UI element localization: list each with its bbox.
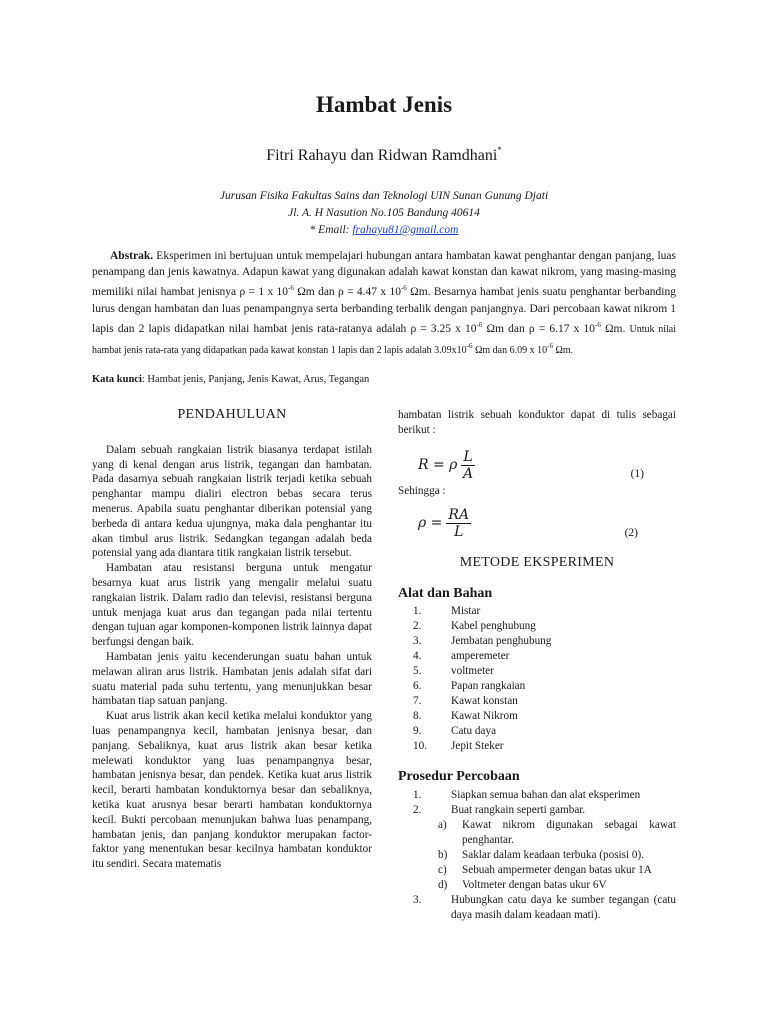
list-item — [413, 694, 676, 709]
section-heading-metode: METODE EKSPERIMEN — [459, 555, 615, 571]
list-item — [438, 878, 676, 893]
authors — [0, 145, 768, 165]
item-text: Buat rangkain seperti gambar. — [451, 803, 586, 816]
equation-number-1: (1) — [630, 467, 644, 480]
item-number: 5. — [413, 664, 422, 677]
fraction — [461, 449, 474, 482]
exponent: -6 — [466, 342, 473, 351]
item-text: Kawat Nikrom — [451, 709, 518, 722]
exponent: -6 — [288, 284, 294, 293]
equation-2-expression — [418, 507, 471, 540]
exponent: -6 — [476, 320, 483, 329]
abstract-text: Eksperimen ini bertujuan untuk mempelajari hubungan antara hambatan kawat penghantar dengan panjang, luas penampang dan jenis kawatnya. Adapun kawat yang digunakan adalah kawat konstan dan kawat nikrom, yang masing-masing memiliki nilai hambat jenisnya ρ = 1 x 10 — [92, 250, 676, 299]
equation-2 — [418, 500, 676, 540]
keywords-text: : Hambat jenis, Panjang, Jenis Kawat, Arus, Tegangan — [141, 374, 370, 385]
paragraph: Kuat arus listrik akan kecil ketika melalui konduktor yang luas penampangnya kecil, hambatan jenisnya besar, dan panjang. Sebaliknya, kuat arus listrik akan besar ketika melewati konduktor yang luas penampangnya besar, hambatan jenisnya besar, dan pendek. Ketika kuat arus listrik kecil, berarti hambatan konduktornya besar dan sebaliknya, ketika kuat arusnya besar berarti hambatan konduktornya kecil. Bukti percobaan menunjukan bahwa luas penampang, hambatan jenis, dan panjang konduktor merupakan factor-faktor yang menentukan besar kecilnya hambatan konduktor itu sendiri. Secara matematis — [92, 710, 372, 871]
list-item — [413, 724, 676, 739]
item-number: 2. — [413, 619, 422, 632]
abstract-text: Ωm dan 6.09 x 10 — [472, 345, 548, 357]
item-number: a) — [438, 818, 447, 831]
equation-number-2: (2) — [624, 526, 638, 539]
keywords-label: Kata kunci — [92, 374, 142, 385]
paragraph: Hambatan atau resistansi berguna untuk mengatur besarnya kuat arus listrik yang mengalir melalui suatu rangkaian listrik. Dalam radio dan televisi, resistansi berguna untuk menjaga kuat arus dan tegangan pada nilai tertentu dengan tujuan agar komponen-komponen listrik lainnya dapat berfungsi dengan baik. — [92, 562, 372, 649]
item-number: 9. — [413, 724, 422, 737]
item-number: d) — [438, 878, 448, 891]
prosedur-sublist — [398, 818, 676, 893]
abstract-text: Ωm. Besarnya hambat jenis suatu penghantar berbanding lurus dengan hambatan dan luas penampangnya serta berbanding terbalik dengan panjangnya. Dari percobaan kawat nikrom 1 lapis dan 2 lapis didapatkan nilai hambat jenis rata-ratanya adalah ρ = 3.25 x 10 — [92, 286, 676, 335]
item-number: 8. — [413, 709, 422, 722]
formula-intro: hambatan listrik sebuah konduktor dapat di tulis sebagai berikut : — [398, 409, 676, 436]
affiliation-line1: Jurusan Fisika Fakultas Sains dan Teknologi UIN Sunan Gunung Djati — [219, 190, 549, 202]
item-text: Papan rangkaian — [451, 679, 526, 692]
subsection-prosedur: Prosedur Percobaan — [398, 768, 520, 784]
abstract-text: Ωm. — [600, 322, 630, 335]
item-text: Kawat nikrom digunakan sebagai kawat penghantar. — [462, 818, 676, 846]
item-number: 2. — [413, 803, 422, 816]
list-item — [438, 863, 676, 878]
exponent: -6 — [595, 320, 601, 329]
numerator: RA — [448, 507, 470, 524]
item-text: Siapkan semua bahan dan alat eksperimen — [451, 788, 641, 801]
exponent: -6 — [400, 284, 407, 293]
item-text: amperemeter — [451, 649, 510, 662]
equation-lhs: ρ = — [418, 515, 443, 532]
section-heading-pendahuluan: PENDAHULUAN — [177, 407, 287, 422]
item-number: b) — [438, 848, 448, 861]
list-item — [413, 788, 676, 803]
left-column — [92, 408, 372, 872]
list-item — [413, 664, 676, 679]
item-number: 10. — [413, 739, 427, 752]
abstract-text: Ωm dan ρ = 4.47 x 10 — [293, 286, 401, 299]
paragraph: Dalam sebuah rangkaian listrik biasanya terdapat istilah yang di kenal dengan arus listrik, tegangan dan hambatan. Pada dasarnya sebuah rangkaian listrik terjadi ketika sebuah penghantar mampu dialiri electron bebas secara terus menerus. Apabila suatu penghantar diberikan potensial yang berbeda di antara kedua ujungnya, maka dala penghantar itu akan timbul arus listrik. Sedangkan tegangan adalah beda potensial yang ada diantara titik rangkaian listrik tersebut. — [92, 443, 372, 560]
abstract-text: Untuk nilai hambat jenis rata-rata yang didapatkan pada kawat konstan 1 lapis dan 2 lapis adalah 3.09x10 — [92, 323, 676, 357]
paragraph: Hambatan jenis yaitu kecenderungan suatu bahan untuk melawan aliran arus listrik. Hambatan jenis adalah sifat dari suatu material pada suhu tertentu, yang menunjukkan besar hambatan tiap satuan panjang. — [92, 650, 372, 708]
subsection-alat-bahan: Alat dan Bahan — [398, 586, 493, 602]
item-text: Jepit Steker — [451, 739, 504, 752]
list-item — [413, 709, 676, 724]
item-number: 3. — [413, 634, 422, 647]
list-item — [413, 604, 676, 619]
denominator: L — [454, 524, 464, 541]
affiliation-line2: Jl. A. H Nasution No.105 Bandung 40614 — [288, 207, 480, 219]
equation-lhs: R = ρ — [418, 456, 458, 473]
item-text: voltmeter — [451, 664, 494, 677]
item-text: Kabel penghubung — [451, 619, 536, 632]
abstract-label: Abstrak. — [110, 250, 154, 262]
item-number: 4. — [413, 649, 422, 662]
list-item — [413, 634, 676, 649]
affiliation — [0, 188, 768, 239]
paper-title: Hambat Jenis — [315, 92, 453, 117]
email-link[interactable]: frahayu81@gmail.com — [352, 224, 459, 236]
abstract-text: Ωm dan ρ = 6.17 x 10 — [482, 322, 595, 335]
prosedur-list — [398, 788, 676, 818]
sehingga-label: Sehingga : — [398, 484, 446, 497]
list-item — [438, 818, 676, 848]
fraction — [446, 507, 471, 540]
item-text: Catu daya — [451, 724, 497, 737]
denominator: A — [462, 465, 474, 482]
prosedur-list-continued — [398, 893, 676, 923]
item-number: 6. — [413, 679, 422, 692]
author-names: Fitri Rahayu dan Ridwan Ramdhani — [266, 147, 498, 164]
equation-1 — [418, 442, 676, 482]
email-label: * Email: — [309, 224, 350, 236]
right-column — [398, 408, 676, 923]
list-item — [413, 649, 676, 664]
list-item — [438, 848, 676, 863]
item-number: 1. — [413, 788, 422, 801]
item-number: 3. — [413, 893, 422, 906]
exponent: -6 — [547, 342, 553, 351]
item-text: Jembatan penghubung — [451, 634, 552, 647]
numerator: L — [463, 448, 473, 465]
item-text: Kawat konstan — [451, 694, 518, 707]
item-number: c) — [438, 863, 447, 876]
alat-list — [398, 604, 676, 754]
list-item — [413, 739, 676, 754]
item-text: Voltmeter dengan batas ukur 6V — [462, 878, 607, 891]
item-text: Sebuah ampermeter dengan batas ukur 1A — [462, 863, 652, 876]
list-item — [413, 619, 676, 634]
author-mark: * — [497, 145, 502, 155]
item-text: Mistar — [451, 604, 481, 617]
item-text: Hubungkan catu daya ke sumber tegangan (catu daya masih dalam keadaan mati). — [451, 893, 676, 921]
item-number: 1. — [413, 604, 422, 617]
item-text: Saklar dalam keadaan terbuka (posisi 0). — [462, 848, 645, 861]
list-item — [413, 893, 676, 923]
item-number: 7. — [413, 694, 422, 707]
email-line — [0, 222, 768, 239]
abstract — [92, 248, 676, 359]
list-item — [413, 679, 676, 694]
keywords — [92, 374, 676, 385]
abstract-text: Ωm. — [552, 345, 574, 357]
equation-1-expression — [418, 449, 475, 482]
list-item — [413, 803, 676, 818]
